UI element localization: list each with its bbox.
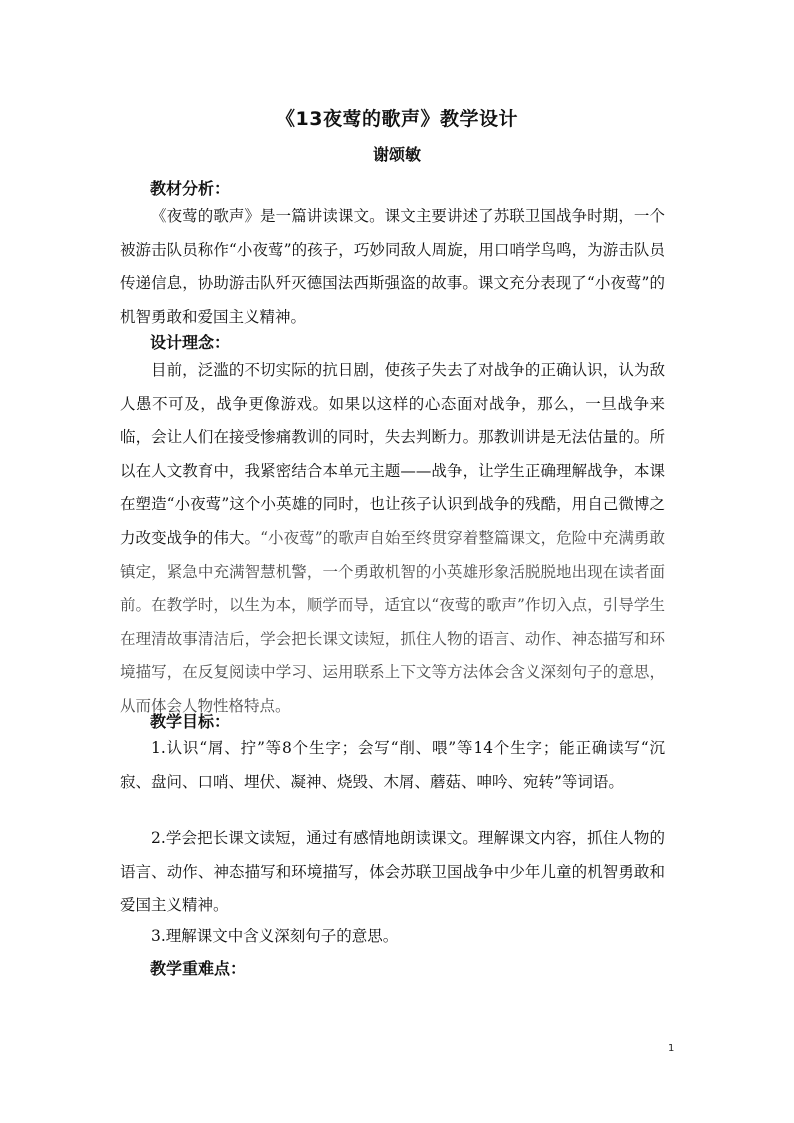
document-title: 《13夜莺的歌声》教学设计	[276, 108, 518, 130]
author-name: 谢颂敏	[372, 145, 421, 164]
concept-paragraph	[120, 354, 665, 724]
section-heading-goals: 教学目标：	[150, 712, 231, 731]
analysis-paragraph: 《夜莺的歌声》是一篇讲读课文。课文主要讲述了苏联卫国战争时期，一个被游击队员称作“小夜莺”的孩子，巧妙同敌人周旋，用口哨学鸟鸣，为游击队员传递信息，协助游击队歼灭德国法西斯强盗的故事。课文充分表现了“小夜莺”的机智勇敢和爱国主义精神。	[120, 207, 665, 326]
section-heading-analysis: 教材分析：	[150, 179, 231, 198]
goal-item-2: 2.学会把长课文读短，通过有感情地朗读课文。理解课文内容，抓住人物的语言、动作、神态描写和环境描写，体会苏联卫国战争中少年儿童的机智勇敢和爱国主义精神。	[120, 829, 665, 915]
section-heading-concept: 设计理念：	[150, 333, 231, 352]
goal-item-3: 3.理解课文中含义深刻句子的意思。	[151, 927, 399, 945]
page-number: 1	[668, 1043, 675, 1054]
concept-paragraph-part2: “小夜莺”的歌声自始至终贯穿着整篇课文，危险中充满勇敢镇定，紧急中充满智慧机警，一个勇敢机智的小英雄形象活脱脱地出现在读者面前。在教学时，以生为本，顺学而导，适宜以“夜莺的歌声”作切入点，引导学生在理清故事清洁后，学会把长课文读短，抓住人物的语言、动作、神态描写和环境描写，在反复阅读中学习、运用联系上下文等方法体会含义深刻句子的意思，从而体会人物性格特点。	[120, 528, 665, 715]
concept-paragraph-part1: 目前，泛滥的不切实际的抗日剧，使孩子失去了对战争的正确认识，认为敌人愚不可及，战争更像游戏。如果以这样的心态面对战争，那么，一旦战争来临，会让人们在接受惨痛教训的同时，失去判断力。那教训讲是无法估量的。所以在人文教育中，我紧密结合本单元主题——战争，让学生正确理解战争，本课在塑造“小夜莺”这个小英雄的同时，也让孩子认识到战争的残酷，用自己微博之力改变战争的伟大。	[120, 361, 665, 547]
goal-item-1: 1.认识“屑、拧”等8个生字；会写“削、喂”等14个生字；能正确读写“沉寂、盘问、口哨、埋伏、凝神、烧毁、木屑、蘑菇、呻吟、宛转”等词语。	[120, 739, 665, 791]
section-heading-difficulties: 教学重难点：	[150, 959, 247, 978]
